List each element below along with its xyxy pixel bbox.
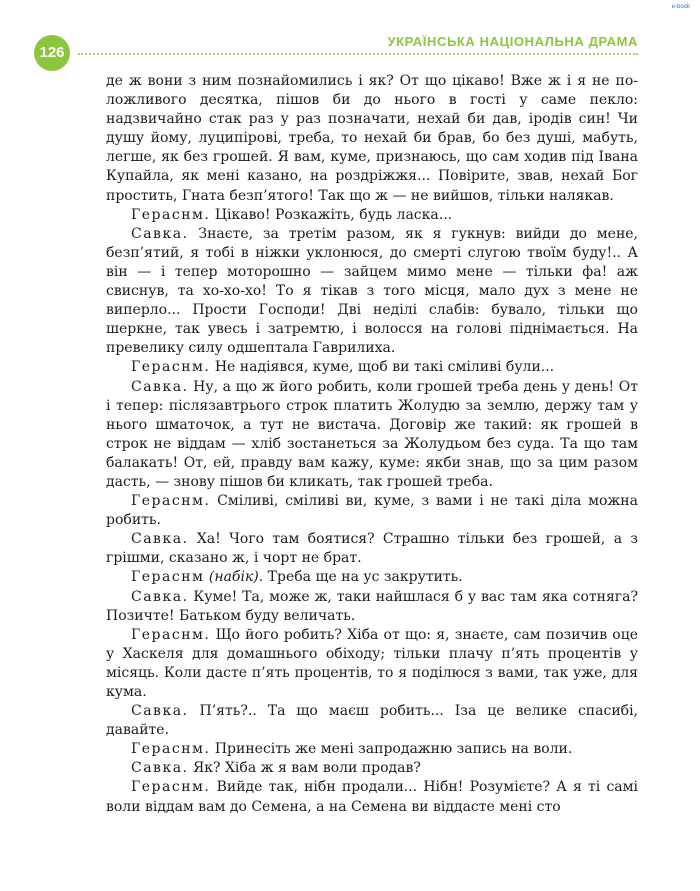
dialogue-line [106, 358, 638, 377]
line-text: Цікаво! Розкажіть, будь ласка... [214, 206, 453, 223]
dialogue-line [106, 626, 638, 702]
dialogue-line [106, 740, 638, 759]
paragraph [106, 72, 638, 206]
speaker-name: Гераснм. [131, 741, 211, 758]
speaker-name: Савка. [131, 703, 189, 720]
dialogue-line [106, 492, 638, 530]
speaker-name: Гераснм. [131, 779, 211, 796]
dialogue-line [106, 378, 638, 493]
line-text: Треба ще на ус закрутить. [267, 569, 463, 586]
line-text: Вийде так, нібн продали... Нібн! Розумієте? А я ті самі воли віддам вам до Семена, а на Семена ви віддасте мені сто [106, 779, 639, 815]
line-text: Ну, а що ж його робить, коли грошей треба день у день! От і тепер: післязавтрього строк платить Жолудю за землю, держу там у нього шматочок, а тут не вистача. Договір же такий: як грошей в строк не віддам — хліб зостанеться за Жолудьом без суда. Та що там балакать! От, ей, правду вам кажу, куме: якби знав, що за цим разом дасть, — знову пішов би кликать, так грошей треба. [106, 378, 638, 490]
speaker-name: Савка. [131, 225, 189, 242]
line-text: Що його робить? Хіба от що: я, знаєте, сам позичив оце у Хаскеля для домашнього обіходу; тільки плачу п’ять процентів у місяць. Коли дасте п’ять процентів, то я поділюся з вами, так уже, для кума. [106, 626, 638, 700]
speaker-name: Савка. [131, 588, 189, 605]
speaker-name: Гераснм. [131, 626, 211, 643]
line-text: Принесіть же мені запродажню запись на воли. [214, 741, 573, 758]
line-text: Як? Хіба ж я вам воли продав? [192, 760, 421, 777]
page-number-badge: 126 [34, 35, 70, 71]
line-text: Не надіявся, куме, щоб ви такі сміливі були... [214, 359, 555, 376]
paragraph-text: де ж вони з ним познайомились і як? От що цікаво! Вже ж і я не положливого десятка, пішов би до нього в гості у саме пекло: надзвичайно стак раз у раз позначати, нехай би дав, іродів син! Чи душу йому, луципірові, треба, то нехай би брав, бо без душі, мабуть, легше, як без грошей. Я вам, куме, признаюсь, що сам ходив під Івана Купайла, як мені казано, на роздріжжя... Повірите, звав, нехай Бог простить, Гната безп’ятого! Так що ж — не вийшов, тільки налякав. [106, 73, 638, 204]
dialogue-line [106, 530, 638, 568]
dialogue-line [106, 759, 638, 778]
dialogue-line [106, 568, 638, 587]
line-text: Сміливі, сміливі ви, куме, з вами і не такі діла можна робить. [106, 493, 638, 529]
dialogue-line [106, 588, 638, 626]
speaker-name: Савка. [131, 531, 189, 548]
speaker-name: Савка. [131, 378, 189, 395]
dialogue-line [106, 206, 638, 225]
page-body [106, 72, 638, 817]
speaker-name: Гераснм. [131, 493, 211, 510]
stage-direction: (набік). [208, 569, 264, 586]
header-rule [78, 53, 638, 55]
speaker-name: Гераснм. [131, 206, 211, 223]
speaker-name: Гераснм. [131, 359, 211, 376]
corner-mark: e-book [671, 4, 690, 10]
dialogue-line [106, 702, 638, 740]
line-text: П’ять?.. Та що маєш робить... Іза це велике спасибі, давайте. [106, 703, 639, 739]
line-text: Знаєте, за третім разом, як я гукнув: вийди до мене, безп’ятий, я тобі в ніжки уклонюся, до смерті слугою твоїм буду!.. А він — і тепер моторошно — зайцем мимо мене — тільки фа! аж свиснув, та хо-хо-хо! То я тікав з того місця, мало дух з мене не виперло... Прости Господи! Дві неділі слабів: бувало, тільки що шеркне, так увесь і затремтю, і волосся на голові піднімається. На превелику силу одшептала Гаврилиха. [106, 225, 639, 357]
section-title: УКРАЇНСЬКА НАЦІОНАЛЬНА ДРАМА [379, 34, 638, 49]
line-text: Куме! Та, може ж, таки найшлася б у вас там яка сотняга? Позичте! Батьком буду величать. [106, 588, 638, 624]
dialogue-line [106, 778, 638, 816]
speaker-name: Гераснм [131, 569, 205, 586]
dialogue-line [106, 225, 638, 359]
speaker-name: Савка. [131, 760, 189, 777]
line-text: Ха! Чого там боятися? Страшно тільки без грошей, а з грішми, сказано ж, і чорт не брат. [106, 531, 638, 567]
